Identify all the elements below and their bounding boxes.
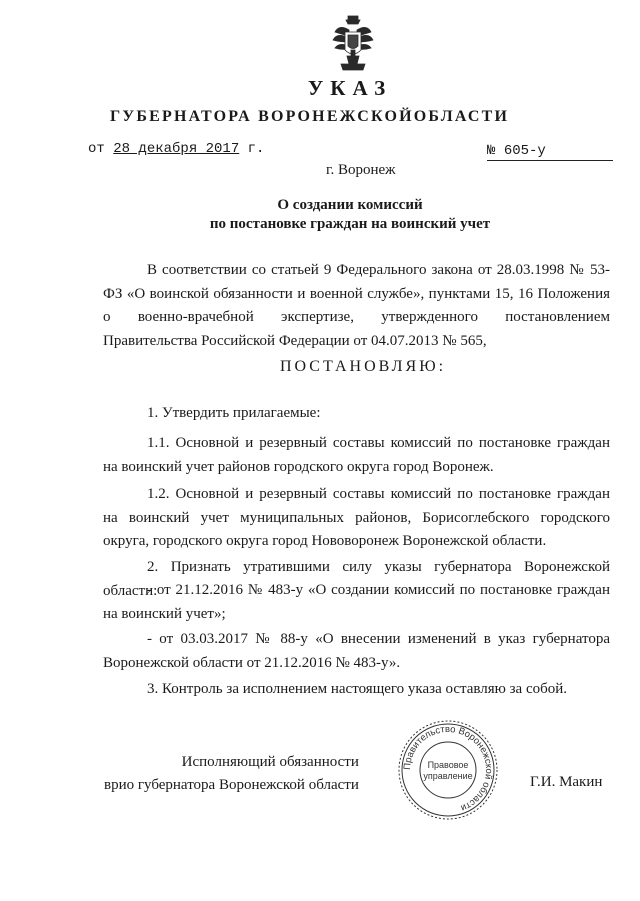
- signer-position-line-1: Исполняющий обязанности: [181, 754, 359, 770]
- document-title: УКАЗ: [307, 76, 393, 100]
- item-2-dash-2: - от 03.03.2017 № 88-у «О внесении изменений в указ губернатора Воронежской области от 21.12.2016 № 483-у».: [103, 631, 610, 671]
- document-number: [487, 143, 613, 161]
- stamp-inner-line-2: управление: [423, 771, 473, 781]
- preamble-paragraph: В соответствии со статьей 9 Федерального закона от 28.03.1998 № 53-ФЗ «О воинской обязанности и военной службе», пунктами 15, 16 Положения о военно-врачебной экспертизе, утвержденного постановлением Правительства Российской Федерации от 04.07.2013 № 565,: [103, 262, 610, 349]
- signer-position: [104, 751, 359, 797]
- date-value: 28 декабря 2017: [113, 141, 240, 157]
- number-prefix: №: [487, 143, 496, 159]
- item-2: 2. Признать утратившими силу указы губернатора Воронежской области:: [103, 559, 610, 599]
- document-city: г. Воронеж: [326, 162, 396, 178]
- decree-heading: ПОСТАНОВЛЯЮ:: [280, 358, 447, 375]
- signer-name: Г.И. Макин: [530, 774, 603, 790]
- official-stamp: [396, 718, 500, 822]
- item-1-2: 1.2. Основной и резервный составы комиссий по постановке граждан на воинский учет муниципальных районов, Борисоглебского городского округа, городского округа город Нововоронеж Воронежской области.: [103, 486, 610, 549]
- date-prefix: от: [88, 141, 105, 157]
- date-suffix: г.: [247, 141, 265, 157]
- subject-line-2: по постановке граждан на воинский учет: [209, 216, 491, 232]
- number-value: 605-у: [503, 143, 546, 159]
- item-3: 3. Контроль за исполнением настоящего указа оставляю за собой.: [147, 681, 568, 697]
- document-date: [88, 141, 264, 157]
- document-subject: [150, 196, 550, 234]
- coat-of-arms-icon: [331, 14, 375, 74]
- item-1: 1. Утвердить прилагаемые:: [147, 405, 321, 421]
- stamp-inner-line-1: Правовое: [427, 760, 469, 770]
- item-2-dash-1: - от 21.12.2016 № 483-у «О создании комиссий по постановке граждан на воинский учет»;: [103, 582, 610, 622]
- item-1-1: 1.1. Основной и резервный составы комиссий по постановке граждан на воинский учет районов городского округа город Воронеж.: [103, 435, 610, 475]
- signer-position-line-2: врио губернатора Воронежской области: [104, 777, 359, 793]
- document-subtitle: ГУБЕРНАТОРА ВОРОНЕЖСКОЙОБЛАСТИ: [110, 108, 510, 125]
- stamp-outer-text: Правительство Воронежской области: [401, 723, 495, 814]
- subject-line-1: О создании комиссий: [277, 197, 423, 213]
